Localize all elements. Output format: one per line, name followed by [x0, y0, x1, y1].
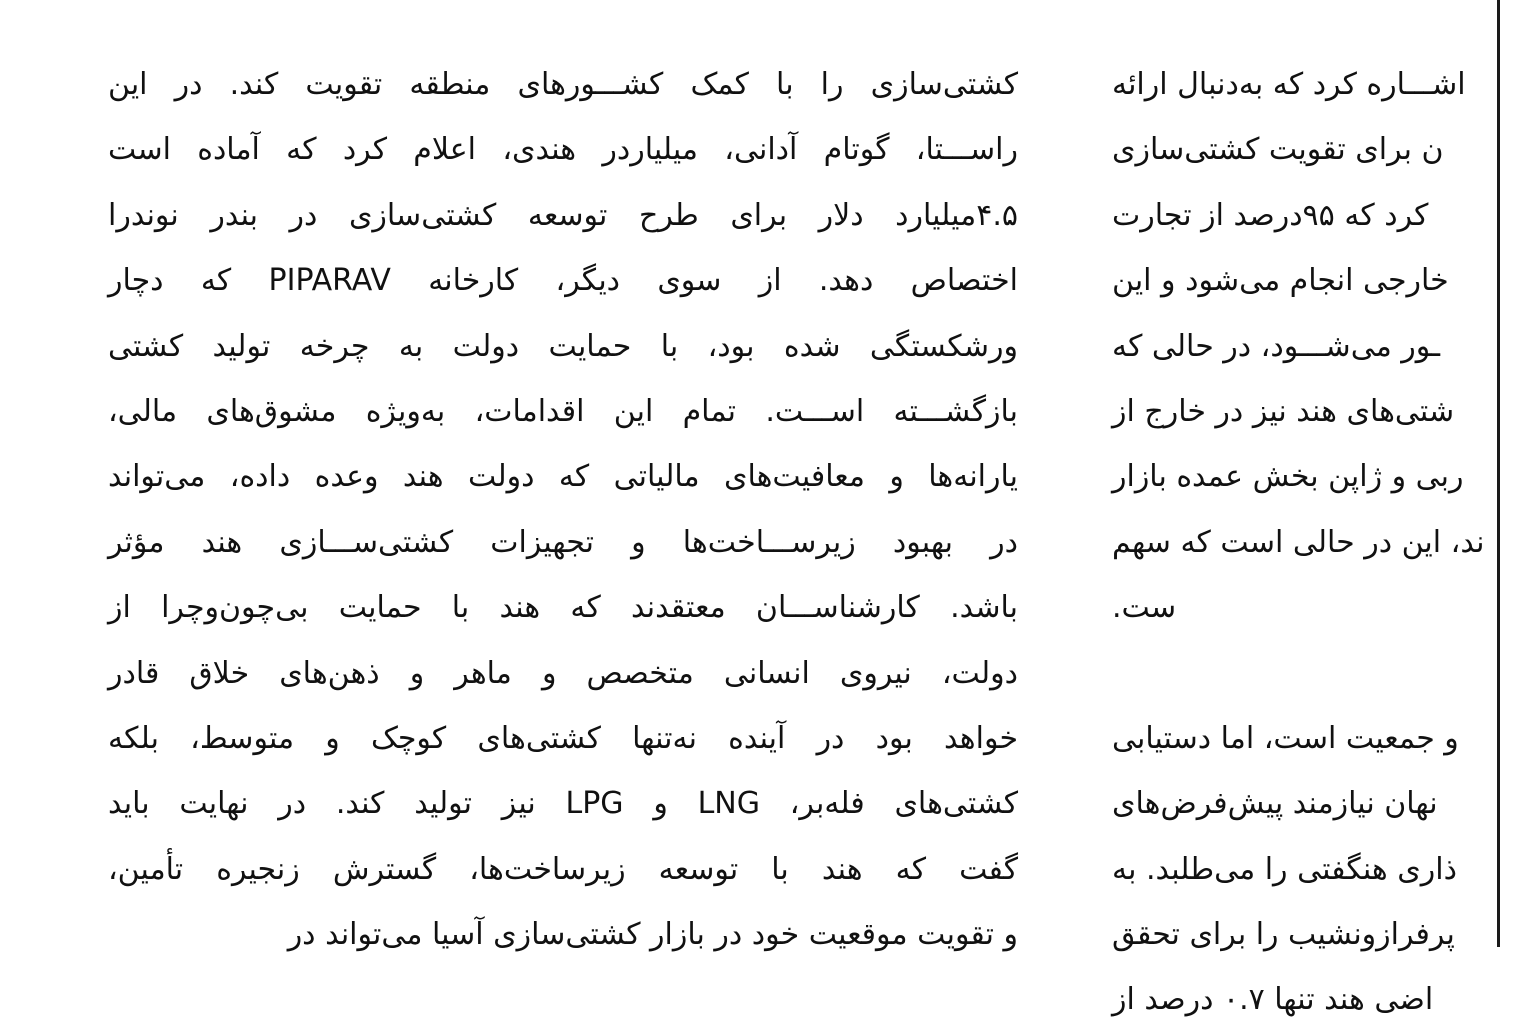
main-line: و تقویت موقعیت خود در بازار کشتی‌سازی آسیا می‌تواند در — [287, 917, 1018, 953]
main-line: کشتی‌های فله‌بر، LNG و LPG نیز تولید کند. در نهایت باید — [108, 786, 1018, 822]
side-paragraph-2 — [1112, 706, 1516, 1033]
paragraph-gap — [1096, 641, 1516, 706]
side-line: شتی‌های هند نیز در خارج از — [1112, 393, 1455, 429]
side-line: ـور می‌شـــود، در حالی که — [1112, 328, 1441, 364]
main-line: یارانه‌ها و معافیت‌های مالیاتی که دولت هند وعده داده، می‌تواند — [108, 459, 1018, 495]
main-line: کشتی‌سازی را با کمک کشـــورهای منطقه تقویت کند. در این — [108, 67, 1018, 102]
side-text-column — [1096, 52, 1516, 1033]
main-text-column — [108, 52, 1018, 967]
side-paragraph-1 — [1112, 52, 1516, 641]
main-line: دولت، نیروی انسانی متخصص و ماهر و ذهن‌های خلاق قادر — [108, 655, 1018, 691]
side-line: و جمعیت است، اما دستیابی — [1112, 720, 1459, 756]
main-line: در بهبود زیرســـاخت‌ها و تجهیزات کشتی‌ســـازی هند مؤثر — [108, 524, 1018, 560]
main-line: ورشکستگی شده بود، با حمایت دولت به چرخه تولید کشتی — [108, 328, 1018, 364]
main-line: ۴.۵میلیارد دلار برای طرح توسعه کشتی‌سازی در بندر نوندرا — [108, 197, 1018, 233]
side-line: پرفرازونشیب را برای تحقق — [1112, 917, 1455, 953]
side-line: کرد که ۹۵درصد از تجارت — [1112, 197, 1429, 233]
side-line: ند، این در حالی است که سهم — [1112, 524, 1485, 560]
main-line: بازگشـــته اســـت. تمام این اقدامات، به‌ویژه مشوق‌های مالی، — [108, 393, 1018, 429]
side-line: اشـــاره کرد که به‌دنبال ارائه — [1112, 67, 1466, 102]
side-line: اضی هند تنها ۰.۷ درصد از — [1112, 982, 1434, 1018]
side-line: نهان نیازمند پیش‌فرض‌های — [1112, 786, 1438, 822]
main-line: خواهد بود در آینده نه‌تنها کشتی‌های کوچک و متوسط، بلکه — [108, 720, 1018, 756]
main-line: اختصاص دهد. از سوی دیگر، کارخانه PIPARAV که دچار — [108, 263, 1018, 299]
side-line: خارجی انجام می‌شود و این — [1112, 263, 1449, 299]
main-line: راســـتا، گوتام آدانی، میلیاردر هندی، اعلام کرد که آماده است — [108, 132, 1018, 168]
side-line: ن برای تقویت کشتی‌سازی — [1112, 132, 1444, 168]
side-line: ست. — [1112, 590, 1177, 626]
page-edge-rule — [1497, 0, 1500, 947]
main-line: باشد. کارشناســـان معتقدند که هند با حمایت بی‌چون‌وچرا از — [108, 590, 1018, 626]
side-line: ذاری هنگفتی را می‌طلبد. به — [1112, 851, 1457, 887]
side-line: ربی و ژاپن بخش عمده بازار — [1112, 459, 1464, 495]
main-line: گفت که هند با توسعه زیرساخت‌ها، گسترش زنجیره تأمین، — [108, 851, 1018, 887]
